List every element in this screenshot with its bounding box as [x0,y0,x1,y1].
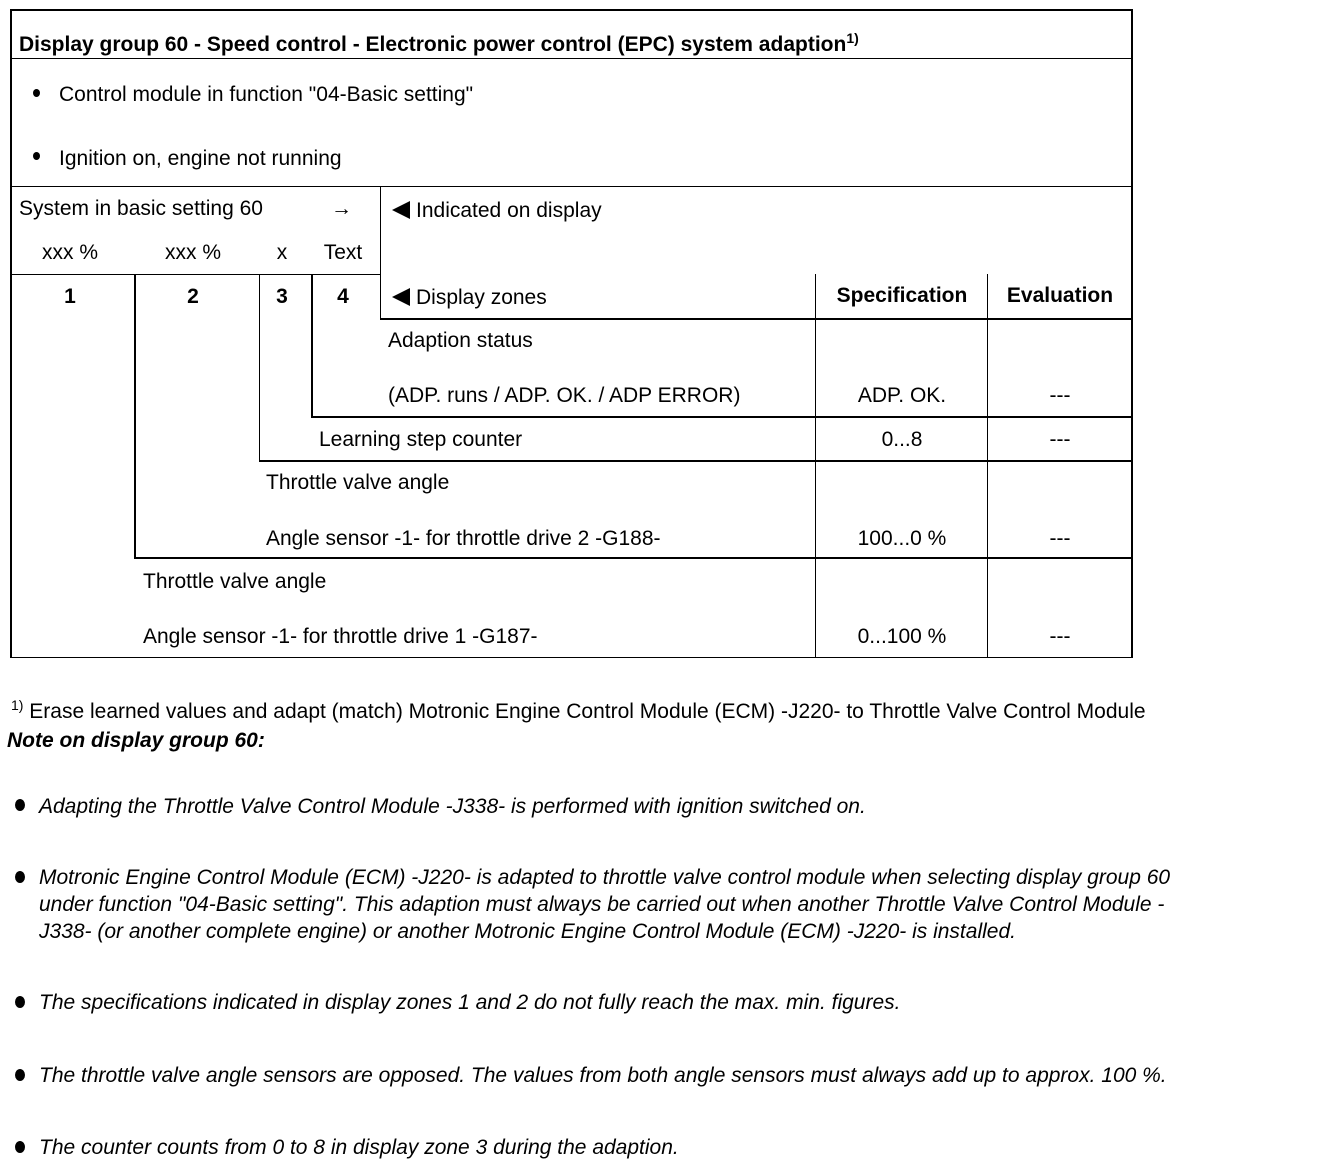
triangle-left-icon [392,201,410,219]
zone-number-1: 1 [64,285,76,308]
note-item: The specifications indicated in display zones 1 and 2 do not fully reach the max. min. figures. [39,991,901,1014]
row-evaluation: --- [1049,428,1071,451]
divider [259,460,1132,462]
row-label: Throttle valve angle [266,471,450,494]
indicated-on-display: Indicated on display [392,199,602,223]
divider [380,318,1132,320]
row-label: Learning step counter [319,428,523,451]
row-specification: 100...0 % [857,527,947,550]
note-item: The throttle valve angle sensors are opposed. The values from both angle sensors must always add up to approx. 100 %. [39,1064,1167,1087]
footnote: $^{1)}$ Erase learned values and adapt (match) Motronic Engine Control Module (ECM) -J220- to Throttle Valve Control Module [11,697,1146,723]
zone-number-2: 2 [187,285,199,308]
condition-item: Control module in function "04-Basic setting" [59,83,474,106]
divider [815,274,816,658]
bullet-icon [15,1069,25,1081]
evaluation-header: Evaluation [1006,284,1114,307]
divider [10,274,381,275]
zone-value-4: Text [323,241,363,264]
table-border-left [10,9,12,658]
bullet-icon [15,996,25,1008]
zone-number-4: 4 [337,285,349,308]
row-sublabel: Angle sensor -1- for throttle drive 1 -G187- [143,625,538,648]
row-evaluation: --- [1049,625,1071,648]
divider [134,274,136,558]
page-title: Display group 60 - Speed control - Electronic power control (EPC) system adaption$^{1)}$ [19,30,859,56]
zone-value-3: x [276,241,288,264]
divider [10,186,1133,187]
table-border-bottom [10,657,1133,658]
footnote-marker: 1) [11,697,24,713]
table-border-top [10,9,1133,11]
zone-value-1: xxx % [41,241,98,264]
table-border-right [1131,9,1133,658]
divider [134,557,1132,559]
bullet-icon [15,871,25,883]
bullet-icon [15,1141,25,1153]
zone-value-2: xxx % [164,241,221,264]
divider [10,58,1133,59]
zone-number-3: 3 [276,285,288,308]
row-sublabel: Angle sensor -1- for throttle drive 2 -G188- [266,527,661,550]
bullet-icon [33,89,40,97]
divider [311,416,1132,418]
display-zones-label: Display zones [392,286,547,310]
row-evaluation: --- [1049,384,1071,407]
row-label: Adaption status [388,329,533,352]
triangle-left-icon [392,288,410,306]
divider [259,274,260,461]
row-sublabel: (ADP. runs / ADP. OK. / ADP ERROR) [388,384,741,407]
notes-heading: Note on display group 60: [7,729,265,752]
specification-header: Specification [836,284,968,307]
row-label: Throttle valve angle [143,570,327,593]
row-specification: 0...100 % [857,625,947,648]
row-specification: 0...8 [881,428,923,451]
note-item: Adapting the Throttle Valve Control Module -J338- is performed with ignition switched on. [39,795,866,818]
row-specification: ADP. OK. [857,384,947,407]
note-item: Motronic Engine Control Module (ECM) -J220- is adapted to throttle valve control module when selecting display group 60 under function "04-Basic setting". This adaption must always be carried out when another Throttle Valve Control Module - J338- (or another complete engine) or another Motronic Engine Control Module (ECM) -J220- is installed. [39,866,1171,943]
arrow-right-icon: → [331,197,352,220]
divider [987,274,988,658]
bullet-icon [15,799,25,811]
footnote-ref: 1) [846,30,859,46]
condition-item: Ignition on, engine not running [59,147,342,170]
divider [380,186,381,319]
system-label: System in basic setting 60 [19,197,263,220]
row-evaluation: --- [1049,527,1071,550]
note-item: The counter counts from 0 to 8 in display zone 3 during the adaption. [39,1136,679,1159]
bullet-icon [33,152,40,160]
